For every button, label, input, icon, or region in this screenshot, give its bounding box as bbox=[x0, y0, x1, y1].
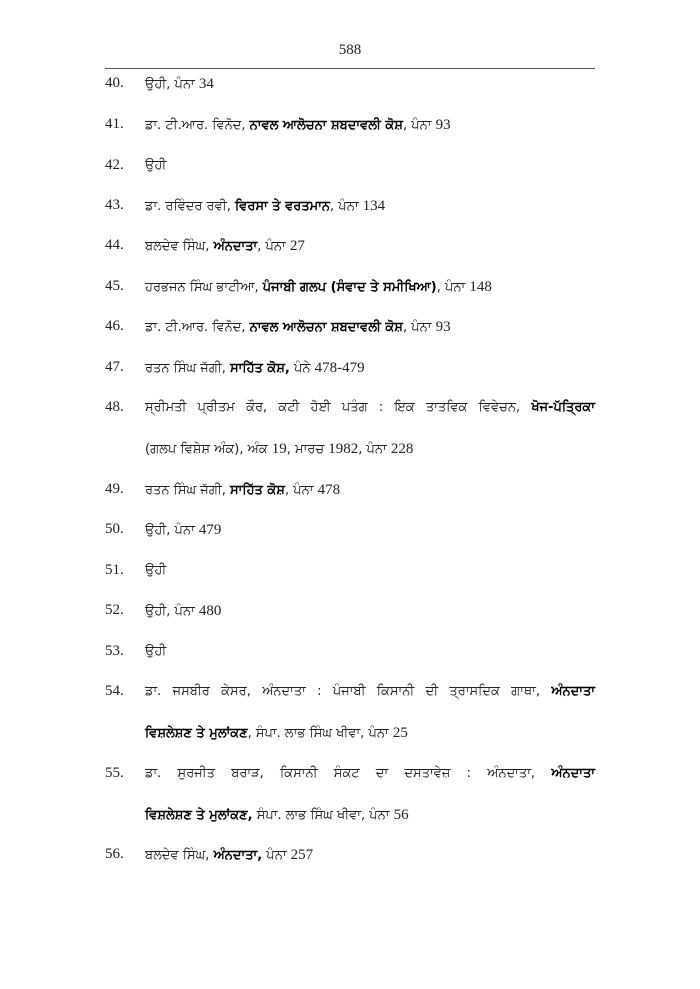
endnote-page-ref: 93 bbox=[435, 319, 451, 335]
endnote-number: 49. bbox=[105, 481, 124, 497]
endnote-text: ਡਾ. ਟੀ.ਆਰ. ਵਿਨੋਦ, bbox=[145, 320, 250, 335]
endnote-text-line bbox=[145, 522, 221, 539]
endnote-title: ਅੰਨਦਾਤਾ bbox=[551, 766, 595, 781]
endnote-text: ਡਾ. ਰਵਿੰਦਰ ਰਵੀ, bbox=[145, 199, 235, 214]
endnote-text-line bbox=[145, 684, 595, 699]
endnote-text-line bbox=[145, 198, 385, 215]
endnote-number: 54. bbox=[105, 683, 124, 699]
endnote-text-line bbox=[145, 766, 595, 781]
endnote-text-line bbox=[145, 563, 166, 578]
endnote-text-line bbox=[145, 807, 409, 824]
endnote-text-line bbox=[145, 400, 595, 415]
endnote-number: 56. bbox=[105, 846, 124, 862]
endnote-text: , ਪੰਨਾ bbox=[358, 442, 391, 457]
endnote-text: (ਗਲਪ ਵਿਸ਼ੇਸ਼ ਅੰਕ), ਅੰਕ bbox=[145, 442, 272, 457]
endnote-text: , ਪੰਨਾ bbox=[284, 483, 318, 498]
endnote-text-line bbox=[145, 847, 313, 864]
endnote-text: ਪੰਨਾ bbox=[262, 848, 291, 863]
endnote-title: ਵਿਸ਼ਲੇਸ਼ਣ ਤੇ ਮੁਲਾਂਕਣ, bbox=[145, 808, 253, 823]
endnote-page-ref: 257 bbox=[290, 847, 314, 863]
endnote-text-line bbox=[145, 360, 365, 377]
endnote-page-ref: 228 bbox=[390, 441, 414, 457]
endnote-number: 47. bbox=[105, 359, 124, 375]
endnote-text: ਸ੍ਰੀਮਤੀ ਪ੍ਰੀਤਮ ਕੌਰ, ਕਟੀ ਹੋਈ ਪਤੰਗ : ਇਕ ਤਾਤਵਿਕ ਵਿਵੇਚਨ, bbox=[145, 400, 532, 415]
endnote-text: ਡਾ. ਸੁਰਜੀਤ ਬਰਾੜ, ਕਿਸਾਨੀ ਸੰਕਟ ਦਾ ਦਸਤਾਵੇਜ਼ : ਅੰਨਦਾਤਾ, bbox=[145, 766, 552, 781]
endnote-number: 51. bbox=[105, 562, 124, 578]
endnote-page-ref: 478-479 bbox=[314, 360, 365, 376]
endnote-text: , ਪੰਨਾ bbox=[436, 280, 470, 295]
endnote-text: , ਪੰਨਾ bbox=[402, 320, 436, 335]
endnote-page-ref: 25 bbox=[392, 725, 408, 741]
endnote-text: ਡਾ. ਟੀ.ਆਰ. ਵਿਨੋਦ, bbox=[145, 118, 250, 133]
endnote-page-ref: 27 bbox=[289, 238, 305, 254]
endnote-number: 41. bbox=[105, 116, 124, 132]
endnote-page-ref: 479 bbox=[198, 522, 222, 538]
endnote-text: ਰਤਨ ਸਿੰਘ ਜੱਗੀ, bbox=[145, 483, 231, 498]
endnote-title: ਪੰਜਾਬੀ ਗਲਪ (ਸੰਵਾਦ ਤੇ ਸਮੀਖਿਆ) bbox=[262, 280, 437, 295]
endnote-page-ref: 19 bbox=[271, 441, 287, 457]
endnote-text: ਉਹੀ, ਪੰਨਾ bbox=[145, 604, 199, 619]
endnote-page-ref: 148 bbox=[469, 279, 492, 295]
endnote-title: ਅੰਨਦਾਤਾ, bbox=[213, 848, 263, 863]
endnote-title: ਅੰਨਦਾਤਾ bbox=[551, 684, 595, 699]
endnote-number: 44. bbox=[105, 237, 124, 253]
endnote-text: ਉਹੀ, ਪੰਨਾ bbox=[145, 523, 199, 538]
endnote-number: 55. bbox=[105, 765, 124, 781]
page-number: 588 bbox=[338, 42, 362, 58]
endnote-text: ਸੰਪਾ. ਲਾਭ ਸਿੰਘ ਖੀਵਾ, ਪੰਨਾ bbox=[252, 808, 394, 823]
endnote-title: ਨਾਵਲ ਆਲੋਚਨਾ ਸ਼ਬਦਾਵਲੀ ਕੋਸ਼ bbox=[249, 320, 403, 335]
endnote-number: 48. bbox=[105, 399, 124, 415]
endnote-text: , ਪੰਨਾ bbox=[330, 199, 363, 214]
endnote-text-line bbox=[145, 279, 492, 296]
endnote-number: 45. bbox=[105, 278, 124, 294]
endnote-text: ਹਰਭਜਨ ਸਿੰਘ ਭਾਟੀਆ, bbox=[145, 280, 263, 295]
endnote-text: ਉਹੀ bbox=[145, 158, 167, 173]
endnote-text-line bbox=[145, 603, 221, 620]
endnote-text-line bbox=[145, 644, 166, 659]
endnote-text: , ਪੰਨਾ bbox=[257, 239, 290, 254]
endnote-text: ਪੰਨੇ bbox=[289, 361, 315, 376]
endnote-text-line bbox=[145, 482, 340, 499]
endnote-number: 53. bbox=[105, 643, 124, 659]
endnote-text-line bbox=[145, 117, 451, 134]
endnote-page-ref: 93 bbox=[435, 117, 451, 133]
endnote-title: ਵਿਸ਼ਲੇਸ਼ਣ ਤੇ ਮੁਲਾਂਕਣ bbox=[145, 726, 248, 741]
endnote-title: ਸਾਹਿੱਤ ਕੋਸ਼ bbox=[230, 483, 285, 498]
endnote-text: ਬਲਦੇਵ ਸਿੰਘ, bbox=[145, 239, 214, 254]
endnote-text: ਉਹੀ bbox=[145, 644, 167, 659]
endnote-text: ਡਾ. ਜਸਬੀਰ ਕੇਸਰ, ਅੰਨਦਾਤਾ : ਪੰਜਾਬੀ ਕਿਸਾਨੀ ਦੀ ਤ੍ਰਾਸਦਿਕ ਗਾਥਾ, bbox=[145, 684, 552, 699]
endnote-number: 52. bbox=[105, 602, 124, 618]
endnote-text-line bbox=[145, 441, 413, 458]
endnote-title: ਸਾਹਿੱਤ ਕੋਸ਼, bbox=[230, 361, 290, 376]
endnote-text: ਉਹੀ, ਪੰਨਾ bbox=[145, 77, 199, 92]
endnote-page-ref: 134 bbox=[362, 198, 386, 214]
endnote-text: , ਪੰਨਾ bbox=[402, 118, 436, 133]
endnote-text: ਰਤਨ ਸਿੰਘ ਜੱਗੀ, bbox=[145, 361, 231, 376]
endnote-number: 46. bbox=[105, 318, 124, 334]
endnote-page-ref: 34 bbox=[198, 76, 214, 92]
endnote-text: ਉਹੀ bbox=[145, 563, 167, 578]
endnote-number: 40. bbox=[105, 75, 124, 91]
endnote-text: , ਸੰਪਾ. ਲਾਭ ਸਿੰਘ ਖੀਵਾ, ਪੰਨਾ bbox=[247, 726, 393, 741]
endnote-text-line bbox=[145, 319, 451, 336]
endnote-title: ਵਿਰਸਾ ਤੇ ਵਰਤਮਾਨ bbox=[235, 199, 331, 214]
endnote-text-line bbox=[145, 76, 214, 93]
endnote-page-ref: 1982 bbox=[328, 441, 359, 457]
endnote-title: ਨਾਵਲ ਆਲੋਚਨਾ ਸ਼ਬਦਾਵਲੀ ਕੋਸ਼ bbox=[249, 118, 403, 133]
endnote-text: , ਮਾਰਚ bbox=[286, 442, 329, 457]
header-rule bbox=[105, 68, 595, 69]
endnote-page-ref: 480 bbox=[198, 603, 222, 619]
endnote-text: ਬਲਦੇਵ ਸਿੰਘ, bbox=[145, 848, 214, 863]
endnote-title: ਖੋਜ-ਪੱਤ੍ਰਿਕਾ bbox=[531, 400, 595, 415]
endnote-text-line bbox=[145, 238, 305, 255]
endnote-page-ref: 478 bbox=[317, 482, 341, 498]
endnote-number: 50. bbox=[105, 521, 124, 537]
endnote-text-line bbox=[145, 158, 166, 173]
endnote-number: 43. bbox=[105, 197, 124, 213]
endnote-number: 42. bbox=[105, 157, 124, 173]
endnote-title: ਅੰਨਦਾਤਾ bbox=[213, 239, 258, 254]
endnote-page-ref: 56 bbox=[393, 807, 409, 823]
endnote-text-line bbox=[145, 725, 408, 742]
